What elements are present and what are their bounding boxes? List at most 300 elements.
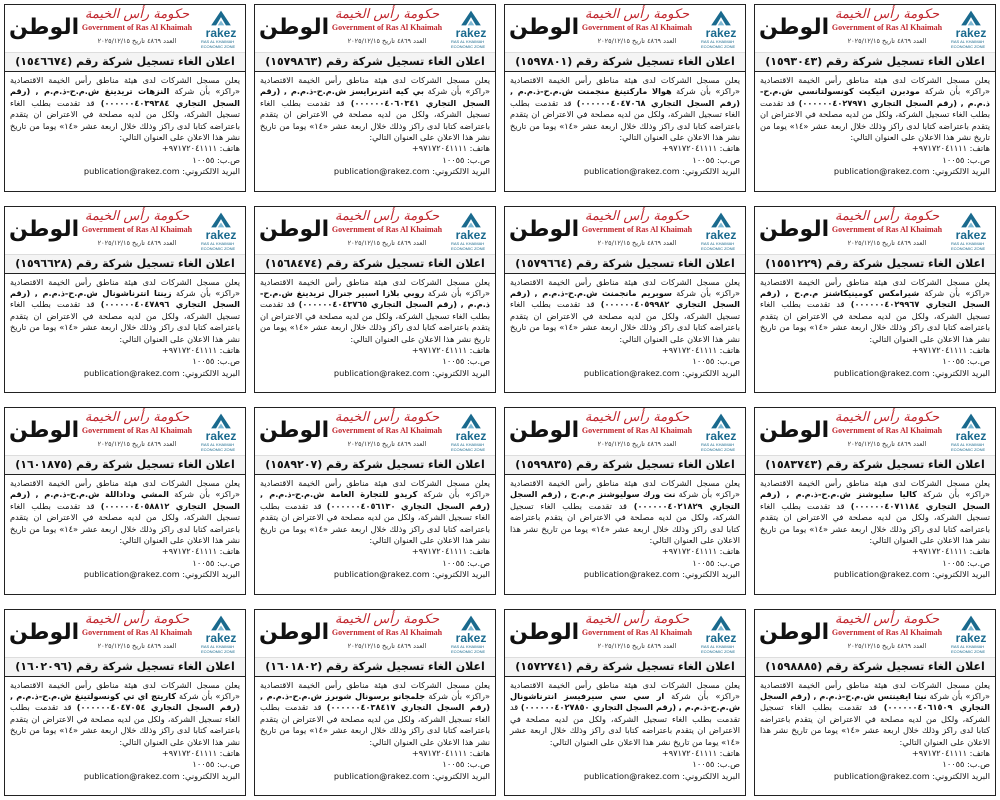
email-label: البريد الالكتروني: [182,770,240,781]
notice-request: قد تقدمت بطلب الغاء تسجيل الشركة، ولكل من لديه مصلحة في الاعتراض ان يتقدم باعتراضه كتابا لدى راكز وذلك خلال اربعة عشر «١٤» يوما من تاريخ نشر هذا الاعلان على العنوان التالي: [260,299,490,344]
notices-grid [4,4,996,796]
rakez-mountain-icon [707,211,735,229]
notice-intro: يعلن مسجل الشركات لدى هيئة مناطق رأس الخيمة الاقتصادية «راكز» بأن شركة [260,276,490,298]
logo-subtitle: RAS AL KHAIMAH ECONOMIC ZONE [701,442,736,452]
rakez-mountain-icon [707,412,735,430]
issue-date: العدد ٤٨٦٩ تاريخ ٢٠٢٥/١٢/١٥ [97,440,177,448]
company-name: ار سي سي سيرفيسز انترناشونال ش.م.ح-ذ.م.م , [510,690,741,713]
logo-subtitle: RAS AL KHAIMAH ECONOMIC ZONE [451,39,486,49]
email-line [510,569,740,580]
government-mark [77,7,197,46]
po-box: ص.ب: ١٠٠٥٥ [942,759,990,770]
logo-word: rakez [705,630,737,645]
email-address: publication@rakez.com [833,569,930,580]
government-english: Government of Ras Al Khaimah [831,627,943,637]
logo-subtitle: RAS AL KHAIMAH ECONOMIC ZONE [201,39,236,49]
email-address: publication@rakez.com [833,367,930,378]
email-address: publication@rakez.com [83,367,180,378]
notice-title: اعلان الغاء تسجيل شركة رقم (١٥٤٦٦٧٤) [5,53,245,72]
trade-register: (رقم السجل التجاري ٠٠٠٠٠٠٤٠٥٦١٣٠) [326,500,491,511]
notice-body [755,72,995,191]
issue-date: العدد ٤٨٦٩ تاريخ ٢٠٢٥/١٢/١٥ [847,641,927,650]
notice-header [505,610,745,658]
trade-register: (رقم السجل التجاري ٠٠٠٠٠٠٤٠٦١٥٠٩) [760,690,990,713]
company-name: سوبريم مانجمنت ش.م.ح-ذ.م.م , [534,287,672,298]
logo-word: rakez [705,429,737,443]
notice-header [505,408,745,456]
cancellation-notice [4,206,246,394]
rakez-logo [201,412,241,452]
email-address: publication@rakez.com [583,569,680,580]
government-english: Government of Ras Al Khaimah [331,23,443,32]
rakez-mountain-icon [707,9,735,27]
trade-register: (رقم السجل التجاري ٠٠٠٠٠٠٤٠٤٧٨٩٦) [10,287,240,310]
notice-intro: يعلن مسجل الشركات لدى هيئة مناطق رأس الخيمة الاقتصادية «راكز» بأن شركة [760,276,990,298]
rakez-logo [951,614,991,654]
logo-subtitle: RAS AL KHAIMAH ECONOMIC ZONE [201,240,236,251]
phone: هاتف: ٩٧١٧٢٠٤١١١١+ [411,344,490,355]
notice-header [505,207,745,255]
trade-register: (رقم السجل التجاري ٠٠٠٠٠٠٤٠٧١١٨٤) [760,489,990,511]
notice-intro: يعلن مسجل الشركات لدى هيئة مناطق رأس الخيمة الاقتصادية «راكز» بأن شركة [260,478,490,500]
cancellation-notice [254,206,496,394]
email-address: publication@rakez.com [583,367,680,378]
notice-header [755,5,995,53]
email-line [760,569,990,580]
po-box: ص.ب: ١٠٠٥٥ [692,154,740,165]
notice-body [505,677,745,796]
email-address: publication@rakez.com [83,166,180,177]
notice-title: اعلان الغاء تسجيل شركة رقم (١٥٥١٢٢٩) [755,255,995,274]
cancellation-notice [504,407,746,595]
logo-word: rakez [455,26,487,40]
company-name: روبي بلازا اسبير جنرال تريدينغ ش.م.ح-ذ.م.م , [260,287,491,310]
cancellation-notice [4,609,246,797]
logo-subtitle: RAS AL KHAIMAH ECONOMIC ZONE [201,442,236,452]
notice-header [755,207,995,255]
email-address: publication@rakez.com [333,367,430,378]
government-english: Government of Ras Al Khaimah [831,426,943,435]
po-box: ص.ب: ١٠٠٥٥ [942,154,990,165]
phone: هاتف: ٩٧١٧٢٠٤١١١١+ [661,546,740,557]
email-label: البريد الالكتروني: [682,367,740,378]
po-box: ص.ب: ١٠٠٥٥ [692,356,740,367]
trade-register: (رقم السجل التجاري ٠٠٠٠٠٠٤٠٥٨٨١٢) [10,489,240,511]
logo-subtitle: RAS AL KHAIMAH ECONOMIC ZONE [701,240,736,251]
email-address: publication@rakez.com [333,166,430,177]
government-mark [327,410,447,449]
notice-header [5,207,245,255]
government-english: Government of Ras Al Khaimah [831,224,943,234]
trade-register: (رقم السجل التجاري ٠٠٠٠٠٠٤٠٢٩٩٦٧) [760,287,990,310]
rakez-logo [451,614,491,654]
newspaper-name: الوطن [9,418,80,443]
government-mark [827,612,947,651]
notice-body [505,72,745,191]
notice-request: قد تقدمت بطلب الغاء تسجيل الشركة، ولكل من لديه مصلحة في الاعتراض ان يتقدم باعتراضه كتابا لدى راكز وذلك خلال اربعة عشر «١٤» يوما من تاريخ نشر هذا الاعلان على العنوان التالي: [510,702,740,747]
logo-word: rakez [705,26,737,40]
rakez-mountain-icon [957,412,985,430]
company-name: كاليا سليوشنز ش.م.ح-ذ.م.م , [786,489,917,500]
phone: هاتف: ٩٧١٧٢٠٤١١١١+ [911,546,990,557]
phone: هاتف: ٩٧١٧٢٠٤١١١١+ [661,344,740,355]
notice-intro: يعلن مسجل الشركات لدى هيئة مناطق رأس الخيمة الاقتصادية «راكز» بأن شركة [510,75,740,97]
rakez-mountain-icon [207,211,235,229]
cancellation-notice [254,407,496,595]
cancellation-notice [754,407,996,595]
rakez-logo [451,211,491,251]
rakez-mountain-icon [957,614,985,632]
notice-intro: يعلن مسجل الشركات لدى هيئة مناطق رأس الخيمة الاقتصادية «راكز» بأن شركة [10,276,240,298]
notice-intro: يعلن مسجل الشركات لدى هيئة مناطق رأس الخيمة الاقتصادية «راكز» بأن شركة [260,679,490,701]
government-english: Government of Ras Al Khaimah [581,224,693,234]
government-arabic: حكومة رأس الخيمة [584,611,690,627]
newspaper-name: الوطن [759,418,830,443]
government-english: Government of Ras Al Khaimah [581,23,693,32]
notice-header [255,5,495,53]
rakez-mountain-icon [207,9,235,27]
logo-subtitle: RAS AL KHAIMAH ECONOMIC ZONE [451,442,486,452]
notice-title: اعلان الغاء تسجيل شركة رقم (١٥٩٧٨٠١) [505,53,745,72]
trade-register: (رقم السجل التجاري ٠٠٠٠٠٠٤٠٢١٨٢٩) [510,489,740,511]
rakez-logo [201,211,241,251]
rakez-logo [951,9,991,49]
company-name: المشي وداداللة ش.م.ح-ذ.م.م , [35,489,169,500]
issue-date: العدد ٤٨٦٩ تاريخ ٢٠٢٥/١٢/١٥ [97,238,177,247]
notice-title: اعلان الغاء تسجيل شركة رقم (١٥٧٩٦٦٤) [505,255,745,274]
government-mark [577,209,697,248]
rakez-logo [451,9,491,49]
email-label: البريد الالكتروني: [932,166,990,177]
email-line [760,166,990,177]
email-address: publication@rakez.com [333,569,430,580]
email-line [260,569,490,580]
po-box: ص.ب: ١٠٠٥٥ [442,356,490,367]
trade-register: (رقم السجل التجاري ٠٠٠٠٠٠٤٠٥٩٩٨٢) [510,287,740,310]
rakez-logo [451,412,491,452]
cancellation-notice [754,609,996,797]
newspaper-name: الوطن [759,619,830,645]
government-english: Government of Ras Al Khaimah [581,426,693,435]
email-label: البريد الالكتروني: [682,166,740,177]
email-line [760,771,990,782]
cancellation-notice [254,609,496,797]
notice-intro: يعلن مسجل الشركات لدى هيئة مناطق رأس الخيمة الاقتصادية «راكز» بأن شركة [510,276,740,298]
po-box: ص.ب: ١٠٠٥٥ [192,557,240,568]
notice-body [255,274,495,393]
notice-title: اعلان الغاء تسجيل شركة رقم (١٥٦٨٤٧٤) [255,255,495,274]
notice-request: قد تقدمت بطلب الغاء تسجيل الشركة، ولكل من لديه مصلحة في الاعتراض ان يتقدم باعتراضه كتابا لدى راكز وذلك خلال اربعة عشر «١٤» يوما من تاريخ نشر هذا الاعلان على العنوان التالي: [760,702,991,747]
notice-request: قد تقدمت بطلب الغاء تسجيل الشركة، ولكل من لديه مصلحة في الاعتراض ان يتقدم باعتراضه كتابا لدى راكز وذلك خلال اربعة عشر «١٤» يوما من تاريخ نشر هذا الاعلان على العنوان التالي: [10,97,240,143]
logo-word: rakez [455,630,487,645]
notice-intro: يعلن مسجل الشركات لدى هيئة مناطق رأس الخيمة الاقتصادية «راكز» بأن شركة [760,478,991,500]
issue-date: العدد ٤٨٦٩ تاريخ ٢٠٢٥/١٢/١٥ [597,238,677,247]
newspaper-name: الوطن [509,418,580,443]
notice-body [5,475,245,594]
newspaper-name: الوطن [259,418,330,443]
email-line [10,771,240,782]
rakez-logo [951,211,991,251]
rakez-mountain-icon [457,614,485,632]
notice-title: اعلان الغاء تسجيل شركة رقم (١٥٩٦٦٢٨) [5,255,245,274]
notice-header [5,5,245,53]
issue-date: العدد ٤٨٦٩ تاريخ ٢٠٢٥/١٢/١٥ [597,641,677,650]
cancellation-notice [504,4,746,192]
notice-header [255,207,495,255]
government-english: Government of Ras Al Khaimah [81,426,193,435]
notice-body [505,475,745,594]
cancellation-notice [254,4,496,192]
company-name: بي كيه انتربرايسز ش.م.ح-ذ.م.م , [283,86,424,97]
po-box: ص.ب: ١٠٠٥٥ [192,154,240,165]
email-label: البريد الالكتروني: [182,367,240,378]
logo-word: rakez [205,630,237,645]
notice-title: اعلان الغاء تسجيل شركة رقم (١٥٧٢٧٤١) [505,658,745,677]
trade-register: (رقم السجل التجاري ٠٠٠٠٠٠٤٠٣٩٣٨٤) [10,86,240,108]
phone: هاتف: ٩٧١٧٢٠٤١١١١+ [911,143,990,154]
po-box: ص.ب: ١٠٠٥٥ [442,759,490,770]
issue-date: العدد ٤٨٦٩ تاريخ ٢٠٢٥/١٢/١٥ [97,641,177,650]
cancellation-notice [754,4,996,192]
newspaper-name: الوطن [509,619,580,645]
rakez-mountain-icon [957,9,985,27]
cancellation-notice [4,4,246,192]
government-arabic: حكومة رأس الخيمة [334,7,440,22]
notice-title: اعلان الغاء تسجيل شركة رقم (١٥٨٩٢٠٧) [255,456,495,475]
rakez-mountain-icon [207,614,235,632]
notice-title: اعلان الغاء تسجيل شركة رقم (١٥٨٣٧٤٣) [755,456,995,475]
po-box: ص.ب: ١٠٠٥٥ [692,759,740,770]
government-english: Government of Ras Al Khaimah [331,426,443,435]
newspaper-name: الوطن [759,15,830,40]
logo-word: rakez [955,630,987,645]
email-line [510,368,740,379]
notice-request: قد تقدمت بطلب الغاء تسجيل الشركة، ولكل من لديه مصلحة في الاعتراض ان يتقدم باعتراضه كتابا لدى راكز وذلك خلال اربعة عشر «١٤» يوما من تاريخ نشر هذا الاعلان على العنوان التالي: [10,500,240,546]
rakez-mountain-icon [457,412,485,430]
notice-body [255,72,495,191]
newspaper-name: الوطن [9,15,80,40]
phone: هاتف: ٩٧١٧٢٠٤١١١١+ [411,747,490,758]
notice-body [5,274,245,393]
logo-word: rakez [205,429,237,443]
company-name: زينتا انترناشونال ش.م.ح-ذ.م.م , [34,287,172,298]
phone: هاتف: ٩٧١٧٢٠٤١١١١+ [411,546,490,557]
email-label: البريد الالكتروني: [932,569,990,580]
logo-word: rakez [205,26,237,40]
phone: هاتف: ٩٧١٧٢٠٤١١١١+ [411,143,490,154]
newspaper-name: الوطن [759,216,830,242]
issue-date: العدد ٤٨٦٩ تاريخ ٢٠٢٥/١٢/١٥ [347,641,427,650]
notice-title: اعلان الغاء تسجيل شركة رقم (١٦٠٢٠٩٦) [5,658,245,677]
phone: هاتف: ٩٧١٧٢٠٤١١١١+ [161,546,240,557]
newspaper-name: الوطن [259,15,330,40]
logo-subtitle: RAS AL KHAIMAH ECONOMIC ZONE [951,39,986,49]
rakez-mountain-icon [957,211,985,229]
newspaper-name: الوطن [509,15,580,40]
notice-title: اعلان الغاء تسجيل شركة رقم (١٦٠١٨٧٥) [5,456,245,475]
logo-subtitle: RAS AL KHAIMAH ECONOMIC ZONE [951,643,986,654]
phone: هاتف: ٩٧١٧٢٠٤١١١١+ [661,143,740,154]
notice-title: اعلان الغاء تسجيل شركة رقم (١٥٩٣٠٤٣) [755,53,995,72]
email-line [10,368,240,379]
notice-intro: يعلن مسجل الشركات لدى هيئة مناطق رأس الخيمة الاقتصادية «راكز» بأن شركة [760,75,990,97]
government-mark [77,209,197,248]
issue-date: العدد ٤٨٦٩ تاريخ ٢٠٢٥/١٢/١٥ [847,440,927,448]
company-name: مودبرن اتيكيت كونسولتانسي ش.م.ح-ذ.م.م , [760,86,991,108]
trade-register: (رقم السجل التجاري ٠٠٠٠٠٠٤٠٤٣٧٦٥) [298,299,457,310]
po-box: ص.ب: ١٠٠٥٥ [192,759,240,770]
notice-header [5,610,245,658]
cancellation-notice [504,206,746,394]
phone: هاتف: ٩٧١٧٢٠٤١١١١+ [161,344,240,355]
rakez-mountain-icon [457,9,485,27]
notice-request: قد تقدمت بطلب الغاء تسجيل الشركة، ولكل من لديه مصلحة في الاعتراض ان يتقدم باعتراضه كتابا لدى راكز وذلك خلال اربعة عشر «١٤» يوما من تاريخ نشر هذا الاعلان على العنوان التالي: [510,97,740,143]
rakez-logo [701,211,741,251]
rakez-mountain-icon [207,412,235,430]
po-box: ص.ب: ١٠٠٥٥ [692,557,740,568]
email-line [260,368,490,379]
notice-body [755,677,995,796]
company-name: نت ورك سوليوشنز م.م.ح , [564,489,676,500]
logo-word: rakez [955,26,987,40]
logo-word: rakez [205,227,237,242]
notice-title: اعلان الغاء تسجيل شركة رقم (١٥٩٨٨٨٥) [755,658,995,677]
notice-intro: يعلن مسجل الشركات لدى هيئة مناطق رأس الخيمة الاقتصادية «راكز» بأن شركة [760,679,991,701]
newspaper-name: الوطن [9,216,80,242]
notice-header [755,610,995,658]
po-box: ص.ب: ١٠٠٥٥ [442,557,490,568]
trade-register: (رقم السجل التجاري ٠٠٠٠٠٠٤٠٦٠٣٤١) [260,86,490,108]
trade-register: (رقم السجل التجاري ٠٠٠٠٠٠٤٠٤٧٠٦٨) [576,97,741,108]
government-arabic: حكومة رأس الخيمة [834,208,940,224]
government-arabic: حكومة رأس الخيمة [834,611,940,627]
logo-word: rakez [455,227,487,242]
notice-intro: يعلن مسجل الشركات لدى هيئة مناطق رأس الخيمة الاقتصادية «راكز» بأن شركة [10,75,240,97]
logo-word: rakez [455,429,487,443]
email-address: publication@rakez.com [833,166,930,177]
email-label: البريد الالكتروني: [182,166,240,177]
notice-body [255,475,495,594]
email-label: البريد الالكتروني: [182,569,240,580]
notice-body [755,475,995,594]
rakez-mountain-icon [707,614,735,632]
government-english: Government of Ras Al Khaimah [81,224,193,234]
email-address: publication@rakez.com [83,569,180,580]
logo-subtitle: RAS AL KHAIMAH ECONOMIC ZONE [451,643,486,654]
government-mark [327,612,447,651]
rakez-logo [701,614,741,654]
government-arabic: حكومة رأس الخيمة [584,7,690,22]
cancellation-notice [4,407,246,595]
government-arabic: حكومة رأس الخيمة [334,208,440,224]
notice-intro: يعلن مسجل الشركات لدى هيئة مناطق رأس الخيمة الاقتصادية «راكز» بأن شركة [260,75,490,97]
notice-request: قد تقدمت بطلب الغاء تسجيل الشركة، ولكل من لديه مصلحة في الاعتراض ان يتقدم باعتراضه كتابا لدى راكز وذلك خلال اربعة عشر «١٤» يوما من تاريخ نشر هذا الاعلان على العنوان التالي: [10,702,240,747]
po-box: ص.ب: ١٠٠٥٥ [942,356,990,367]
trade-register: (رقم السجل التجاري ٠٠٠٠٠٠٤٠٢٧٨٥٠) [520,702,677,713]
issue-date: العدد ٤٨٦٩ تاريخ ٢٠٢٥/١٢/١٥ [597,37,677,45]
notice-request: قد تقدمت بطلب الغاء تسجيل الشركة، ولكل من لديه مصلحة في الاعتراض ان يتقدم باعتراضه كتابا لدى راكز وذلك خلال اربعة عشر «١٤» يوما من تاريخ نشر هذا الاعلان على العنوان التالي: [260,97,490,143]
government-mark [327,209,447,248]
email-label: البريد الالكتروني: [432,569,490,580]
notice-header [505,5,745,53]
issue-date: العدد ٤٨٦٩ تاريخ ٢٠٢٥/١٢/١٥ [847,37,927,45]
government-arabic: حكومة رأس الخيمة [334,611,440,627]
email-address: publication@rakez.com [333,770,430,781]
company-name: كاريتج اي تي كونسولتينغ ش.م.ح-ذ.م.م , [10,690,177,701]
notice-body [255,677,495,796]
government-mark [577,410,697,449]
email-address: publication@rakez.com [833,770,930,781]
company-name: النزهات تريدينغ ش.م.ح-ذ.م.م , [35,86,170,97]
rakez-logo [701,9,741,49]
government-english: Government of Ras Al Khaimah [331,627,443,637]
notice-request: قد تقدمت بطلب الغاء تسجيل الشركة، ولكل من لديه مصلحة في الاعتراض ان يتقدم باعتراضه كتابا لدى راكز وذلك خلال اربعة عشر «١٤» يوما من تاريخ نشر هذا الاعلان على العنوان التالي: [510,299,740,344]
newspaper-name: الوطن [259,619,330,645]
government-mark [577,7,697,46]
phone: هاتف: ٩٧١٧٢٠٤١١١١+ [661,747,740,758]
notice-header [255,408,495,456]
newspaper-name: الوطن [509,216,580,242]
government-arabic: حكومة رأس الخيمة [584,208,690,224]
logo-subtitle: RAS AL KHAIMAH ECONOMIC ZONE [201,643,236,654]
logo-subtitle: RAS AL KHAIMAH ECONOMIC ZONE [951,240,986,251]
email-line [510,771,740,782]
notice-request: قد تقدمت بطلب الغاء تسجيل الشركة، ولكل من لديه مصلحة في الاعتراض ان يتقدم باعتراضه كتابا لدى راكز وذلك خلال اربعة عشر «١٤» يوما من تاريخ نشر هذا الاعلان على العنوان التالي: [260,702,490,747]
trade-register: (رقم السجل التجاري ٠٠٠٠٠٠٤٠٣٨٤١٧) [326,702,491,713]
notice-body [5,72,245,191]
email-label: البريد الالكتروني: [682,569,740,580]
issue-date: العدد ٤٨٦٩ تاريخ ٢٠٢٥/١٢/١٥ [347,238,427,247]
notice-intro: يعلن مسجل الشركات لدى هيئة مناطق رأس الخيمة الاقتصادية «راكز» بأن شركة [10,679,240,701]
notice-title: اعلان الغاء تسجيل شركة رقم (١٥٩٩٨٣٥) [505,456,745,475]
issue-date: العدد ٤٨٦٩ تاريخ ٢٠٢٥/١٢/١٥ [847,238,927,247]
issue-date: العدد ٤٨٦٩ تاريخ ٢٠٢٥/١٢/١٥ [97,37,177,45]
notice-title: اعلان الغاء تسجيل شركة رقم (١٥٧٩٨٦٣) [255,53,495,72]
rakez-mountain-icon [457,211,485,229]
company-name: شيرامكس كومينيكاشنز م.م.ح , [785,287,920,298]
notice-request: قد تقدمت بطلب الغاء تسجيل الشركة، ولكل من لديه مصلحة في الاعتراض ان يتقدم باعتراضه كتابا لدى راكز وذلك خلال اربعة عشر «١٤» يوما من تاريخ نشر هذا الاعلان على العنوان التالي: [260,500,490,546]
email-label: البريد الالكتروني: [432,367,490,378]
notice-body [5,677,245,796]
notice-intro: يعلن مسجل الشركات لدى هيئة مناطق رأس الخيمة الاقتصادية «راكز» بأن شركة [10,478,240,500]
government-arabic: حكومة رأس الخيمة [834,410,940,425]
government-mark [827,410,947,449]
government-arabic: حكومة رأس الخيمة [334,410,440,425]
logo-word: rakez [955,227,987,242]
logo-subtitle: RAS AL KHAIMAH ECONOMIC ZONE [451,240,486,251]
phone: هاتف: ٩٧١٧٢٠٤١١١١+ [911,344,990,355]
company-name: كريدو للتجارة العامة ش.م.ح-ذ.م.م , [260,489,418,500]
trade-register: (رقم السجل التجاري ٠٠٠٠٠٠٤٠٢٧٩٧١) [798,97,957,108]
email-label: البريد الالكتروني: [932,367,990,378]
email-line [510,166,740,177]
logo-subtitle: RAS AL KHAIMAH ECONOMIC ZONE [701,39,736,49]
company-name: نيتا ايفينتس ش.م.ح-ذ.م.م , [813,690,927,701]
notice-title: اعلان الغاء تسجيل شركة رقم (١٦٠١٨٠٢) [255,658,495,677]
po-box: ص.ب: ١٠٠٥٥ [192,356,240,367]
notice-header [255,610,495,658]
notice-intro: يعلن مسجل الشركات لدى هيئة مناطق رأس الخيمة الاقتصادية «راكز» بأن شركة [510,478,740,500]
rakez-logo [201,9,241,49]
email-line [10,569,240,580]
logo-word: rakez [955,429,987,443]
email-address: publication@rakez.com [583,166,680,177]
issue-date: العدد ٤٨٦٩ تاريخ ٢٠٢٥/١٢/١٥ [597,440,677,448]
email-line [760,368,990,379]
po-box: ص.ب: ١٠٠٥٥ [442,154,490,165]
government-english: Government of Ras Al Khaimah [331,224,443,234]
newspaper-name: الوطن [259,216,330,242]
